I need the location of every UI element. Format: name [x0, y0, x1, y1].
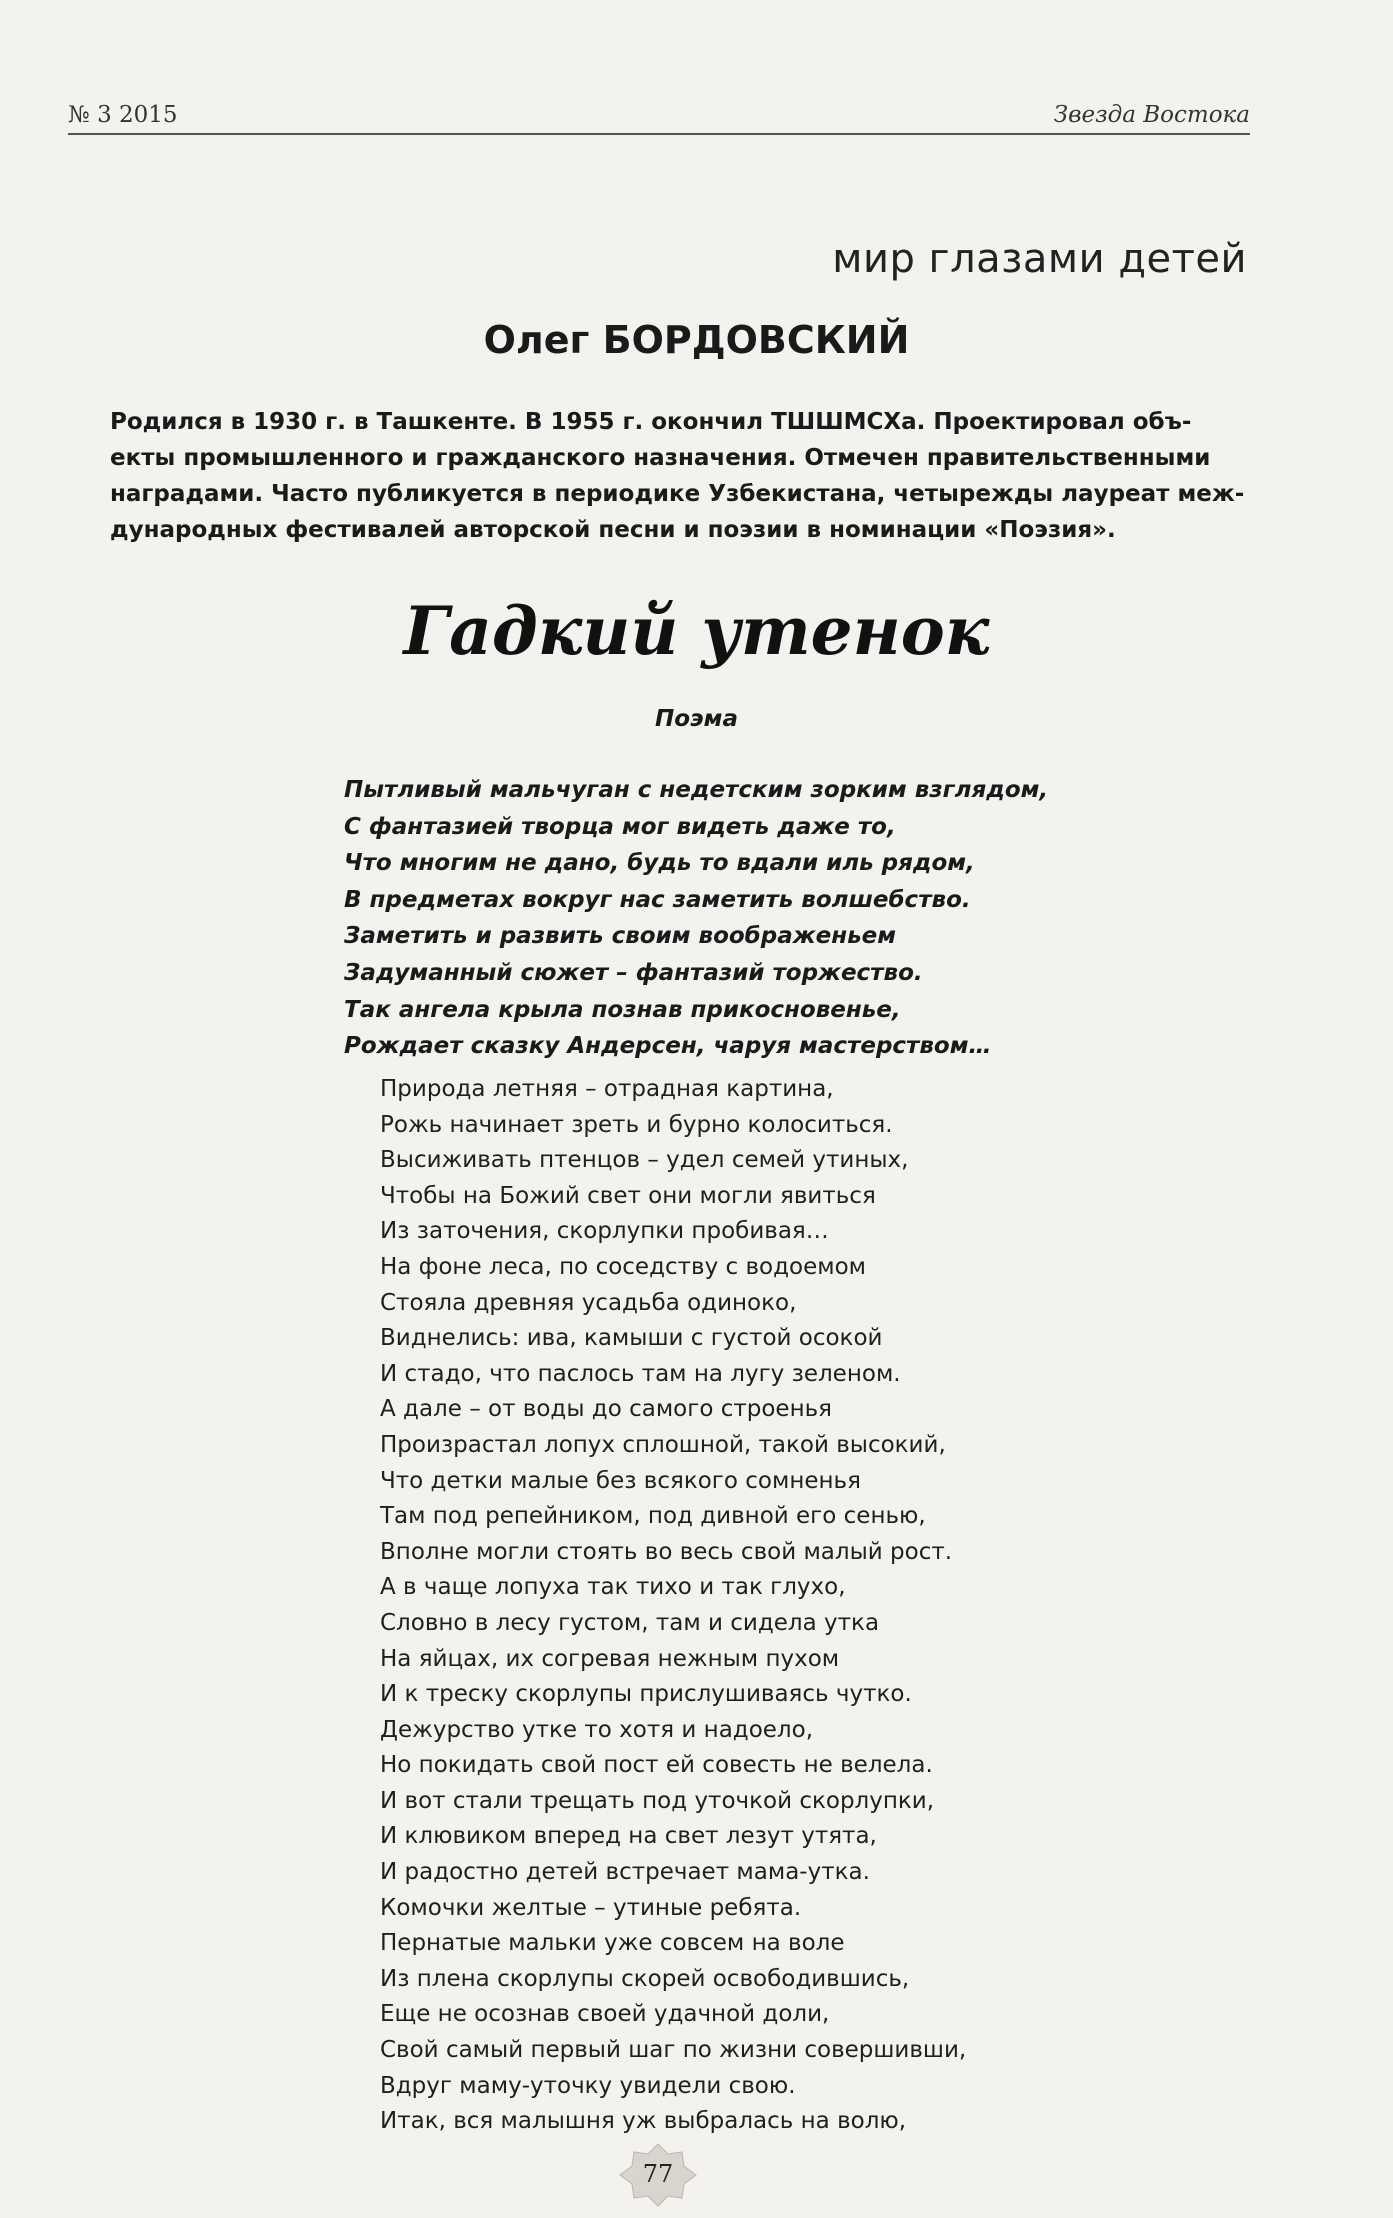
verse-line: Заметить и развить своим воображеньем	[344, 923, 897, 950]
epigraph	[344, 772, 1144, 1065]
verse-line: На яйцах, их согревая нежным пухом	[380, 1645, 840, 1672]
verse-line: Стояла древняя усадьба одиноко,	[380, 1289, 797, 1316]
author-name: Олег БОРДОВСКИЙ	[483, 318, 910, 362]
verse-line: И стадо, что паслось там на лугу зеленом.	[380, 1360, 901, 1387]
verse-line: Вполне могли стоять во весь свой малый рост.	[380, 1538, 953, 1565]
verse-line: А дале – от воды до самого строенья	[380, 1396, 833, 1423]
verse-line: Рождает сказку Андерсен, чаруя мастерством…	[344, 1033, 992, 1060]
verse-line: Там под репейником, под дивной его сенью,	[380, 1503, 926, 1530]
verse-line: Но покидать свой пост ей совесть не велела.	[380, 1752, 933, 1779]
verse-line: Что многим не дано, будь то вдали иль рядом,	[344, 850, 975, 877]
verse-line: Из плена скорлупы скорей освободившись,	[380, 1965, 910, 1992]
poem-genre: Поэма	[654, 706, 738, 732]
journal-name: Звезда Востока	[1053, 102, 1250, 128]
verse-line: Пытливый мальчуган с недетским зорким взглядом,	[344, 777, 1049, 803]
verse-line: И вот стали трещать под уточкой скорлупки,	[380, 1787, 935, 1814]
page-number: 77	[642, 2160, 674, 2188]
verse-line: Словно в лесу густом, там и сидела утка	[380, 1609, 880, 1636]
verse-line: В предметах вокруг нас заметить волшебство.	[344, 886, 971, 913]
verse-line: И к треску скорлупы прислушиваясь чутко.	[380, 1681, 912, 1708]
verse-line: И клювиком вперед на свет лезут утята,	[380, 1823, 877, 1850]
verse-line: Произрастал лопух сплошной, такой высокий,	[380, 1431, 946, 1458]
verse-line: С фантазией творца мог видеть даже то,	[344, 813, 896, 840]
verse-line: Чтобы на Божий свет они могли явиться	[380, 1182, 876, 1209]
verse-line: Высиживать птенцов – удел семей утиных,	[380, 1147, 909, 1174]
bio-line: дународных фестивалей авторской песни и поэзии в номинации «Поэзия».	[110, 517, 1116, 543]
verse-line: Свой самый первый шаг по жизни совершивши,	[380, 2037, 967, 2064]
verse-line: Дежурство утке то хотя и надоело,	[380, 1716, 814, 1743]
verse-line: Вдруг маму-уточку увидели свою.	[380, 2072, 796, 2099]
bio-line: наградами. Часто публикуется в периодике Узбекистана, четырежды лауреат меж-	[110, 481, 1245, 507]
bio-line: Родился в 1930 г. в Ташкенте. В 1955 г. окончил ТШШМСХа. Проектировал объ-	[110, 409, 1192, 435]
verse-line: Рожь начинает зреть и бурно колоситься.	[380, 1111, 893, 1138]
verse-line: Природа летняя – отрадная картина,	[380, 1076, 834, 1102]
author-bio	[110, 404, 1250, 548]
verse-line: Итак, вся малышня уж выбралась на волю,	[380, 2108, 907, 2135]
section-rubric: мир глазами детей	[832, 236, 1247, 282]
bio-line: екты промышленного и гражданского назначения. Отмечен правительственными	[110, 445, 1211, 471]
verse-line: Виднелись: ива, камыши с густой осокой	[380, 1325, 883, 1352]
verse-line: Еще не осознав своей удачной доли,	[380, 2001, 830, 2028]
verse-line: Комочки желтые – утиные ребята.	[380, 1894, 802, 1921]
page-number-badge	[618, 2142, 698, 2208]
verse-line: А в чаще лопуха так тихо и так глухо,	[380, 1574, 846, 1601]
poem-body	[380, 1072, 1080, 2140]
verse-line: Пернатые мальки уже совсем на воле	[380, 1930, 845, 1957]
verse-line: Задуманный сюжет – фантазий торжество.	[344, 959, 923, 986]
issue-label: № 3 2015	[68, 102, 178, 128]
verse-line: И радостно детей встречает мама-утка.	[380, 1859, 870, 1886]
poem-title: Гадкий утенок	[403, 592, 990, 670]
verse-line: Что детки малые без всякого сомненья	[380, 1467, 861, 1494]
verse-line: Из заточения, скорлупки пробивая…	[380, 1218, 829, 1245]
running-header	[68, 98, 1250, 132]
header-divider	[68, 133, 1250, 135]
verse-line: Так ангела крыла познав прикосновенье,	[344, 996, 901, 1023]
verse-line: На фоне леса, по соседству с водоемом	[380, 1253, 866, 1280]
